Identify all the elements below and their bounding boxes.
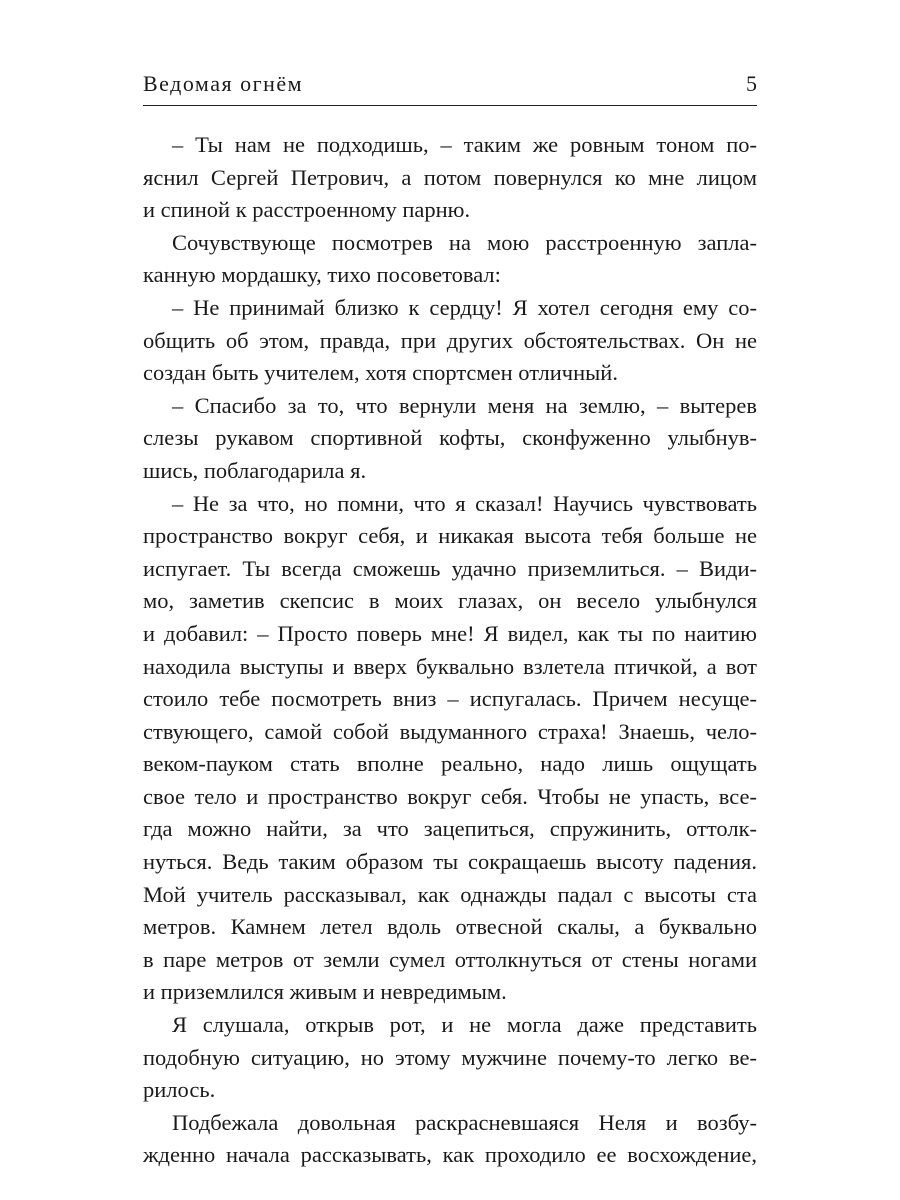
text-line: испугает. Ты всегда сможешь удачно приземлиться. – Види- xyxy=(143,555,757,581)
text-line: слезы рукавом спортивной кофты, сконфуженно улыбнув- xyxy=(143,425,757,451)
text-line: свое тело и пространство вокруг себя. Чтобы не упасть, все- xyxy=(143,783,757,809)
header-rule xyxy=(143,105,757,106)
text-line: метров. Камнем летел вдоль отвесной скалы, а буквально xyxy=(143,914,757,940)
text-line: – Не за что, но помни, что я сказал! Научись чувствовать xyxy=(172,490,757,516)
text-line: – Ты нам не подходишь, – таким же ровным тоном по- xyxy=(172,132,757,157)
text-line: рилось. xyxy=(143,1077,216,1103)
text-line: пространство вокруг себя, и никакая высота тебя больше не xyxy=(143,523,757,549)
text-line: в паре метров от земли сумел оттолкнуться от стены ногами xyxy=(143,946,757,972)
text-line: веком-пауком стать вполне реально, надо лишь ощущать xyxy=(143,751,757,777)
text-line: создан быть учителем, хотя спортсмен отличный. xyxy=(143,360,618,386)
text-line: Подбежала довольная раскрасневшаяся Неля и возбу- xyxy=(172,1109,757,1135)
page-number: 5 xyxy=(746,71,757,96)
text-line: яснил Сергей Петрович, а потом повернулся ко мне лицом xyxy=(143,164,757,190)
text-line: и приземлился живым и невредимым. xyxy=(143,979,507,1005)
text-line: и спиной к расстроенному парню. xyxy=(143,197,471,223)
text-line: ствующего, самой собой выдуманного страха! Знаешь, чело- xyxy=(143,718,757,744)
text-line: – Не принимай близко к сердцу! Я хотел сегодня ему со- xyxy=(172,294,757,320)
running-header xyxy=(143,66,757,102)
text-line: подобную ситуацию, но этому мужчине почему-то легко ве- xyxy=(143,1044,757,1070)
text-line: стоило тебе посмотреть вниз – испугалась. Причем несуще- xyxy=(143,686,757,712)
text-line: находила выступы и вверх буквально взлетела птичкой, а вот xyxy=(143,653,757,679)
text-line: – Спасибо за то, что вернули меня на землю, – вытерев xyxy=(172,392,757,418)
text-line: канную мордашку, тихо посоветовал: xyxy=(143,262,501,288)
text-line: мо, заметив скепсис в моих глазах, он весело улыбнулся xyxy=(143,588,757,614)
text-line: жденно начала рассказывать, как проходило ее восхождение, xyxy=(143,1142,757,1168)
text-line: общить об этом, правда, при других обстоятельствах. Он не xyxy=(143,327,757,353)
body-text xyxy=(143,129,757,1172)
text-line: гда можно найти, за что зацепиться, спружинить, оттолк- xyxy=(143,816,757,842)
text-line: Сочувствующе посмотрев на мою расстроенную запла- xyxy=(172,229,757,255)
running-title: Ведомая огнём xyxy=(143,71,304,96)
text-line: и добавил: – Просто поверь мне! Я видел, как ты по наитию xyxy=(143,620,757,646)
text-line: Я слушала, открыв рот, и не могла даже представить xyxy=(172,1012,757,1038)
text-line: нуться. Ведь таким образом ты сокращаешь высоту падения. xyxy=(143,849,757,875)
text-line: Мой учитель рассказывал, как однажды падал с высоты ста xyxy=(143,881,757,907)
text-line: шись, поблагодарила я. xyxy=(143,457,367,483)
